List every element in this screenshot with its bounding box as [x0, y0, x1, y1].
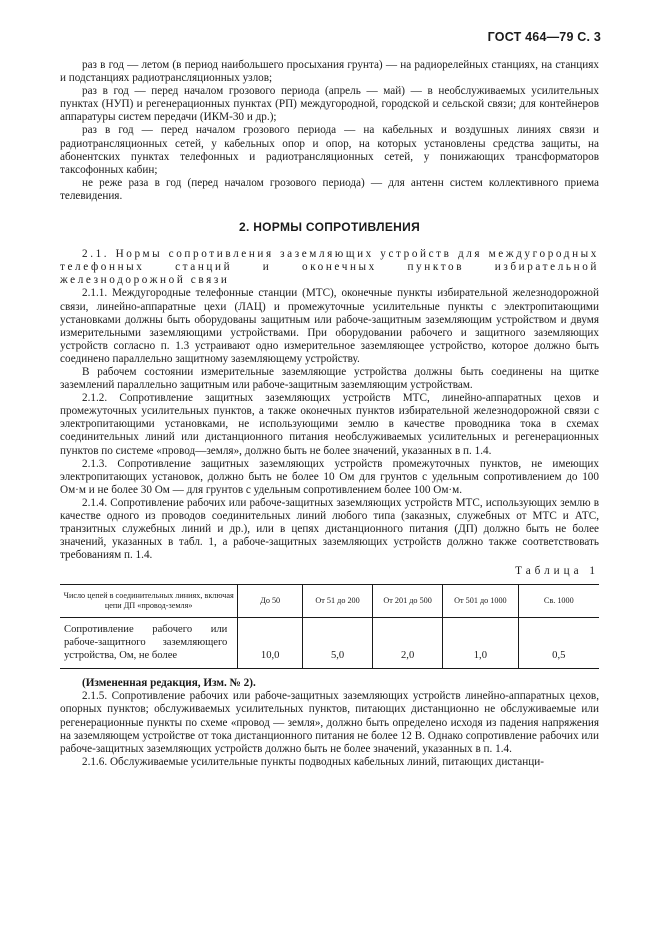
- table-cell: 10,0: [238, 618, 303, 669]
- section-heading: 2. НОРМЫ СОПРОТИВЛЕНИЯ: [238, 220, 421, 235]
- table-cell: 0,5: [518, 618, 599, 669]
- paragraph-2-1: 2.1. Нормы сопротивления заземляющих устройств для междугородных телефонных станций и оконечных пунктов избирательной железнодорожной связи: [60, 248, 599, 287]
- page-content: [60, 59, 599, 769]
- paragraph-2-1-4: 2.1.4. Сопротивление рабочих или рабоче-защитных заземляющих устройств МТС, использующих землю в качестве одного из проводов соединительных линий любого типа (заказных, служебных от МТС и АТС, транзитных служебных линий и др.), или в цепях дистанционного питания (ДП) должно быть не более значений, указанных в табл. 1, а рабоче-защитных заземляющих устройств должно также соответствовать требованиям п. 1.4.: [60, 496, 599, 562]
- paragraph-2-1-5: 2.1.5. Сопротивление рабочих или рабоче-защитных заземляющих устройств линейно-аппаратных цехов, опорных пунктов; обслуживаемых усилительных пунктов, питающих дистанционно не обслуживаемые или регенерационные пункты по схеме «провод — земля», должно быть определено исходя из падения напряжения на заземляющем устройстве от тока дистанционного питания не более 12 В. Однако сопротивление рабочих или рабоче-защитных заземляющих устройств должно быть не более значений, указанных в п. 1.4.: [60, 690, 599, 755]
- table-row-label: Сопротивление рабочего или рабоче-защитного заземляющего устройства, Ом, не более: [60, 618, 238, 669]
- table-header-cell: От 501 до 1000: [443, 585, 518, 618]
- table-header-row: [60, 585, 599, 618]
- table-header-cell: Св. 1000: [518, 585, 599, 618]
- table-label: Таблица 1: [515, 565, 599, 578]
- table-header-cell: От 51 до 200: [303, 585, 373, 618]
- table-header-cell: От 201 до 500: [373, 585, 443, 618]
- table-row: [60, 618, 599, 669]
- page-header: ГОСТ 464—79 С. 3: [487, 30, 601, 44]
- paragraph-2-1-3: 2.1.3. Сопротивление защитных заземляющих устройств промежуточных пунктов, не имеющих электропитающих установок, должно быть не более 10 Ом для грунтов с удельным сопротивлением до 100 Ом·м и не более 30 Ом — для грунтов с удельным сопротивлением более 100 Ом·м.: [60, 457, 599, 496]
- amendment-note: (Измененная редакция, Изм. № 2).: [82, 677, 256, 690]
- paragraph-2-1-1: 2.1.1. Междугородные телефонные станции (МТС), оконечные пункты избирательной железнодорожной связи, линейно-аппаратные цехи (ЛАЦ) и промежуточные усилительные пункты с электропитающими установками должны быть оборудованы защитным или рабоче-защитным заземляющим устройством и двумя измерительными заземляющими устройствами. При оборудовании рабочего и защитного заземляющих устройств согласно п. 1.3 устраивают одно измерительное заземляющее устройство, которое должно быть соединено параллельно защитному заземляющему устройству.: [60, 287, 599, 365]
- resistance-table: [60, 584, 599, 669]
- table-cell: 5,0: [303, 618, 373, 669]
- intro-paragraph: раз в год — летом (в период наибольшего просыхания грунта) — на радиорелейных станциях, на станциях и подстанциях радиотрансляционных узлов;: [60, 59, 599, 85]
- paragraph-2-1-6: 2.1.6. Обслуживаемые усилительные пункты подводных кабельных линий, питающих дистанци-: [82, 755, 544, 768]
- paragraph-2-1-1-cont: В рабочем состоянии измерительные заземляющие устройства должны быть соединены на щитке заземлений параллельно защитным или рабоче-защитным заземляющим устройствам.: [60, 365, 599, 392]
- table-cell: 2,0: [373, 618, 443, 669]
- table-header-cell: До 50: [238, 585, 303, 618]
- paragraph-2-1-2: 2.1.2. Сопротивление защитных заземляющих устройств МТС, линейно-аппаратных цехов и промежуточных усилительных пунктов, а также оконечных пунктов избирательной железнодорожной связи с электропитающими установками, не использующими землю в качестве проводника тока в схемах соединительных линий или дистанционного питания необслуживаемых усилительных и регенерационных пунктов по системе «провод—земля», должно быть не более значений, указанных в п. 1.4.: [60, 392, 599, 457]
- intro-paragraph: раз в год — перед началом грозового периода (апрель — май) — в необслуживаемых усилительных пунктах (НУП) и регенерационных пунктах (РП) междугородной, городской и сельской связи; для контейнеров аппаратуры систем передачи (ИКМ-30 и др.);: [60, 85, 599, 124]
- table-header-cell: Число цепей в соединительных линиях, включая цепи ДП «провод-земля»: [60, 585, 238, 618]
- intro-paragraph: не реже раза в год (перед началом грозового периода) — для антенн систем коллективного приема телевидения.: [60, 176, 599, 202]
- intro-paragraph: раз в год — перед началом грозового периода — на кабельных и воздушных линиях связи и радиотрансляционных сетей, у кабельных опор и опор, на которых установлены средства защиты, на абонентских пунктах телефонных и радиотрансляционных сетей, у понижающих трансформаторов таксофонных кабин;: [60, 124, 599, 176]
- table-cell: 1,0: [443, 618, 518, 669]
